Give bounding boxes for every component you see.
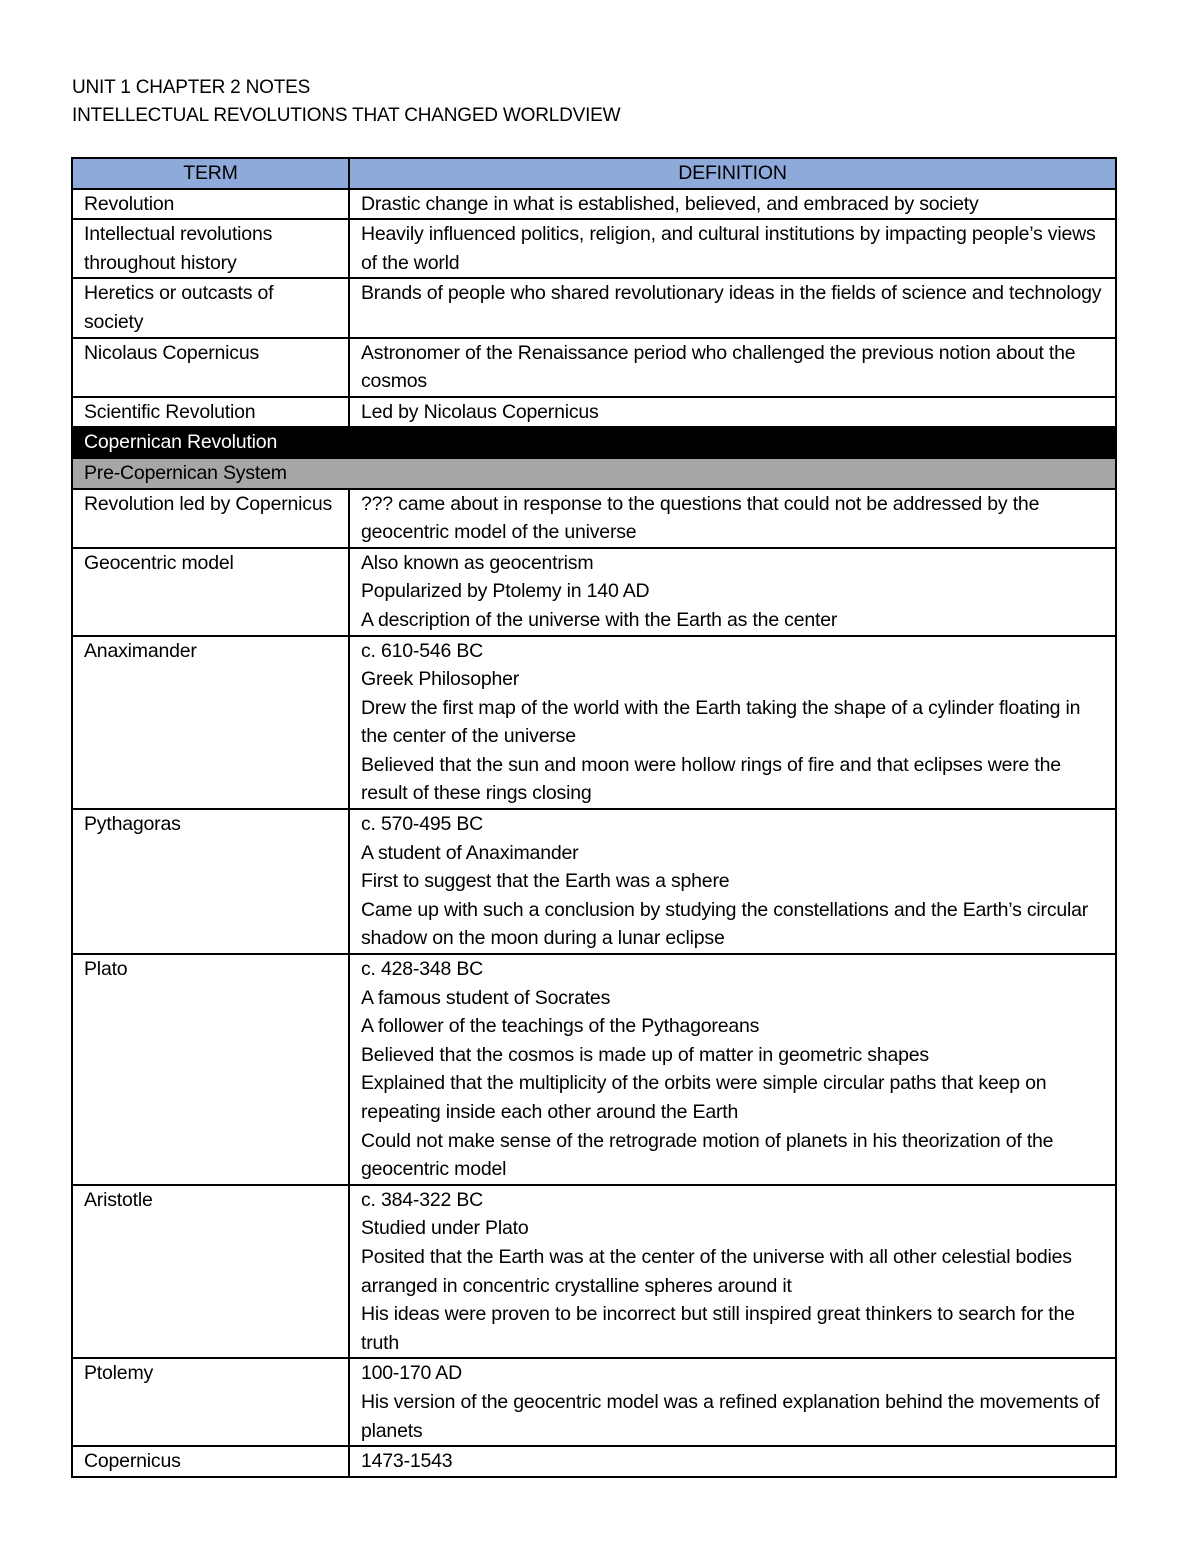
definition-line: Believed that the cosmos is made up of matter in geometric shapes <box>361 1043 929 1066</box>
header-line-1: UNIT 1 CHAPTER 2 NOTES <box>72 77 311 98</box>
definition-cell <box>349 189 1116 220</box>
definition-cell <box>349 1185 1116 1359</box>
definition-line: Drew the first map of the world with the Earth taking the shape of a cylinder floating in the center of the universe <box>361 696 1081 748</box>
table-row <box>72 338 1116 397</box>
definition-cell <box>349 548 1116 636</box>
table-row <box>72 548 1116 636</box>
term-cell: Heretics or outcasts of society <box>72 278 349 337</box>
definition-line: c. 384-322 BC <box>361 1188 484 1211</box>
definition-line: Brands of people who shared revolutionary ideas in the fields of science and technology <box>361 282 1102 305</box>
definition-line: Led by Nicolaus Copernicus <box>361 400 599 423</box>
definition-cell <box>349 489 1116 548</box>
subsection-header-row <box>72 458 1116 489</box>
definition-line: 1473-1543 <box>361 1450 453 1473</box>
term-cell: Scientific Revolution <box>72 397 349 428</box>
definition-line: c. 610-546 BC <box>361 639 484 662</box>
notes-table <box>71 157 1117 1478</box>
definition-line: Heavily influenced politics, religion, and cultural institutions by impacting people’s views of the world <box>361 223 1096 274</box>
definition-cell <box>349 1446 1116 1477</box>
definition-line: Could not make sense of the retrograde motion of planets in his theorization of the geocentric model <box>361 1129 1054 1181</box>
definition-line: 100-170 AD <box>361 1362 462 1385</box>
definition-cell <box>349 636 1116 810</box>
definition-line: Astronomer of the Renaissance period who challenged the previous notion about the cosmos <box>361 341 1076 393</box>
term-column-header: TERM <box>72 158 349 189</box>
table-row <box>72 189 1116 220</box>
term-cell: Ptolemy <box>72 1358 349 1446</box>
definition-line: Popularized by Ptolemy in 140 AD <box>361 580 650 603</box>
definition-line: Came up with such a conclusion by studying the constellations and the Earth’s circular shadow on the moon during a lunar eclipse <box>361 898 1089 950</box>
definition-column-header: DEFINITION <box>349 158 1116 189</box>
term-cell: Revolution led by Copernicus <box>72 489 349 548</box>
table-row <box>72 278 1116 337</box>
definition-cell <box>349 809 1116 954</box>
notes-table-body <box>72 189 1116 1477</box>
definition-line: Greek Philosopher <box>361 668 520 691</box>
definition-cell <box>349 278 1116 337</box>
table-row <box>72 219 1116 278</box>
definition-line: ??? came about in response to the questions that could not be addressed by the geocentric model of the universe <box>361 492 1040 544</box>
definition-line: c. 570-495 BC <box>361 813 484 836</box>
definition-line: Studied under Plato <box>361 1217 529 1240</box>
section-title: Copernican Revolution <box>72 427 1116 458</box>
term-cell: Intellectual revolutions throughout history <box>72 219 349 278</box>
term-cell: Revolution <box>72 189 349 220</box>
term-cell: Nicolaus Copernicus <box>72 338 349 397</box>
table-row <box>72 636 1116 810</box>
definition-line: A famous student of Socrates <box>361 986 611 1009</box>
definition-cell <box>349 338 1116 397</box>
term-cell: Plato <box>72 954 349 1185</box>
definition-line: Posited that the Earth was at the center of the universe with all other celestial bodies arranged in concentric crystalline spheres around it <box>361 1245 1072 1297</box>
table-row <box>72 397 1116 428</box>
term-cell: Anaximander <box>72 636 349 810</box>
definition-cell <box>349 954 1116 1185</box>
definition-line: Explained that the multiplicity of the orbits were simple circular paths that keep on repeating inside each other around the Earth <box>361 1072 1047 1123</box>
definition-line: c. 428-348 BC <box>361 958 484 981</box>
definition-line: A student of Anaximander <box>361 841 579 864</box>
definition-line: His version of the geocentric model was a refined explanation behind the movements of planets <box>361 1390 1100 1442</box>
section-header-row <box>72 427 1116 458</box>
definition-line: Believed that the sun and moon were hollow rings of fire and that eclipses were the result of these rings closing <box>361 753 1061 805</box>
definition-line: Drastic change in what is established, believed, and embraced by society <box>361 192 979 215</box>
table-row <box>72 489 1116 548</box>
term-cell: Copernicus <box>72 1446 349 1477</box>
definition-cell <box>349 397 1116 428</box>
term-cell: Pythagoras <box>72 809 349 954</box>
definition-line: His ideas were proven to be incorrect but still inspired great thinkers to search for the truth <box>361 1303 1075 1354</box>
definition-line: A follower of the teachings of the Pythagoreans <box>361 1015 760 1038</box>
table-row <box>72 809 1116 954</box>
definition-line: Also known as geocentrism <box>361 551 594 574</box>
table-row <box>72 1446 1116 1477</box>
header-line-2: INTELLECTUAL REVOLUTIONS THAT CHANGED WORLDVIEW <box>72 105 621 126</box>
table-row <box>72 1185 1116 1359</box>
term-cell: Geocentric model <box>72 548 349 636</box>
document-header <box>72 74 620 130</box>
definition-cell <box>349 219 1116 278</box>
table-row <box>72 1358 1116 1446</box>
table-row <box>72 954 1116 1185</box>
table-header-row <box>72 158 1116 189</box>
term-cell: Aristotle <box>72 1185 349 1359</box>
definition-line: First to suggest that the Earth was a sphere <box>361 870 730 893</box>
definition-cell <box>349 1358 1116 1446</box>
definition-line: A description of the universe with the Earth as the center <box>361 608 838 631</box>
subsection-title: Pre-Copernican System <box>72 458 1116 489</box>
